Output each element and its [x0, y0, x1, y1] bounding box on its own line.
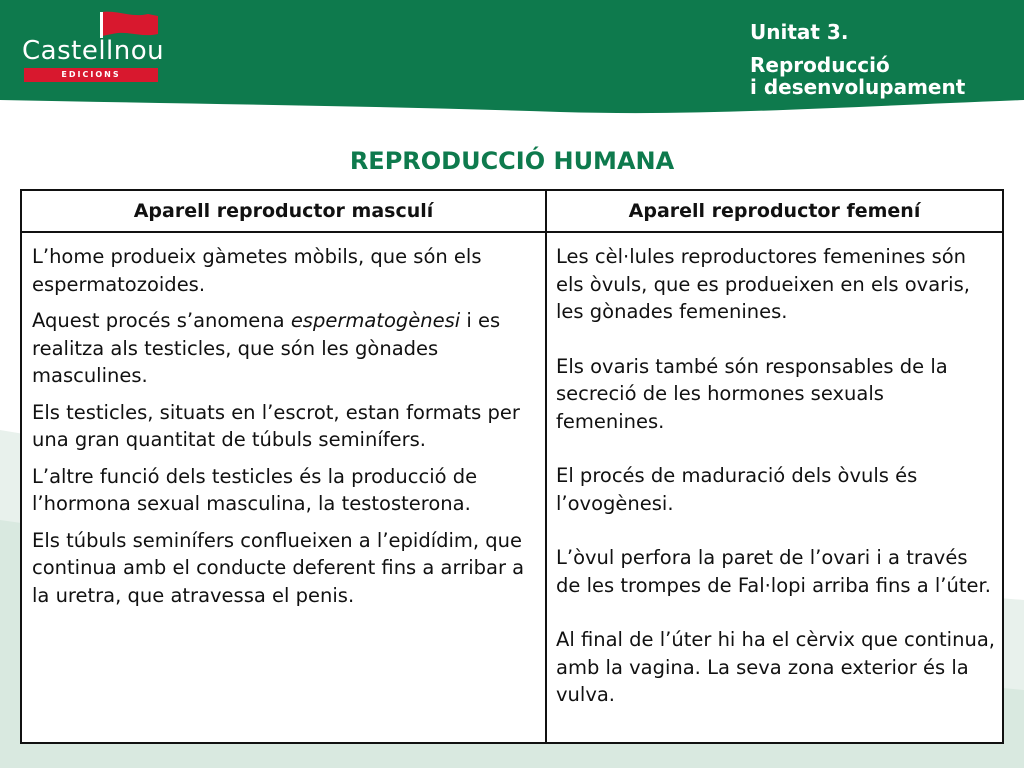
- male-paragraph-5: Els túbuls seminífers conflueixen a l’epidídim, que continua amb el conducte deferent fins a arribar a la uretra, que atravessa el penis.: [32, 528, 525, 607]
- male-paragraph-3: Els testicles, situats en l’escrot, estan formats per una gran quantitat de túbuls seminífers.: [32, 400, 520, 451]
- female-paragraph-3: El procés de maduració dels òvuls és l’ovogènesi.: [556, 464, 918, 515]
- unit-title: Unitat 3.: [750, 20, 849, 44]
- column-divider: [545, 191, 547, 742]
- female-paragraph-1: Les cèl·lules reproductores femenines són els òvuls, que es produeixen en els ovaris, les gònades femenines.: [556, 245, 970, 323]
- logo-wordmark: Castellnou: [22, 36, 165, 66]
- table-header-row: [22, 191, 1002, 233]
- male-paragraph-1: L’home produeix gàmetes mòbils, que són els espermatozoides.: [32, 245, 482, 296]
- comparison-table: [20, 189, 1004, 744]
- unit-info: [750, 20, 1010, 98]
- male-paragraph-4: L’altre funció dels testicles és la producció de l’hormona sexual masculina, la testosterona.: [32, 464, 478, 515]
- header-banner: [0, 0, 1024, 116]
- male-p2-before: Aquest procés s’anomena: [32, 309, 291, 332]
- female-paragraph-5: Al final de l’úter hi ha el cèrvix que continua, amb la vagina. La seva zona exterior és la vulva.: [556, 628, 995, 706]
- male-p2-term: espermatogènesi: [290, 309, 461, 332]
- header-female: Aparell reproductor femení: [628, 200, 921, 222]
- female-paragraph-4: L’òvul perfora la paret de l’ovari i a través de les trompes de Fal·lopi arriba fins a l’úter.: [556, 546, 991, 597]
- male-paragraph-2: [32, 307, 532, 390]
- castellnou-logo: [22, 10, 165, 82]
- male-p2-after: i es realitza als testicles, que són les gònades masculines.: [32, 309, 501, 387]
- female-paragraph-2: Els ovaris també són responsables de la secreció de les hormones sexuals femenines.: [556, 354, 948, 433]
- logo-tagline: EDICIONS: [24, 68, 158, 82]
- unit-subtitle-line2: i desenvolupament: [750, 75, 966, 99]
- page-title: REPRODUCCIÓ HUMANA: [349, 147, 675, 175]
- unit-subtitle-line1: Reproducció: [750, 53, 890, 77]
- male-column: [32, 243, 532, 618]
- header-male: Aparell reproductor masculí: [133, 200, 434, 222]
- female-column: [556, 243, 996, 736]
